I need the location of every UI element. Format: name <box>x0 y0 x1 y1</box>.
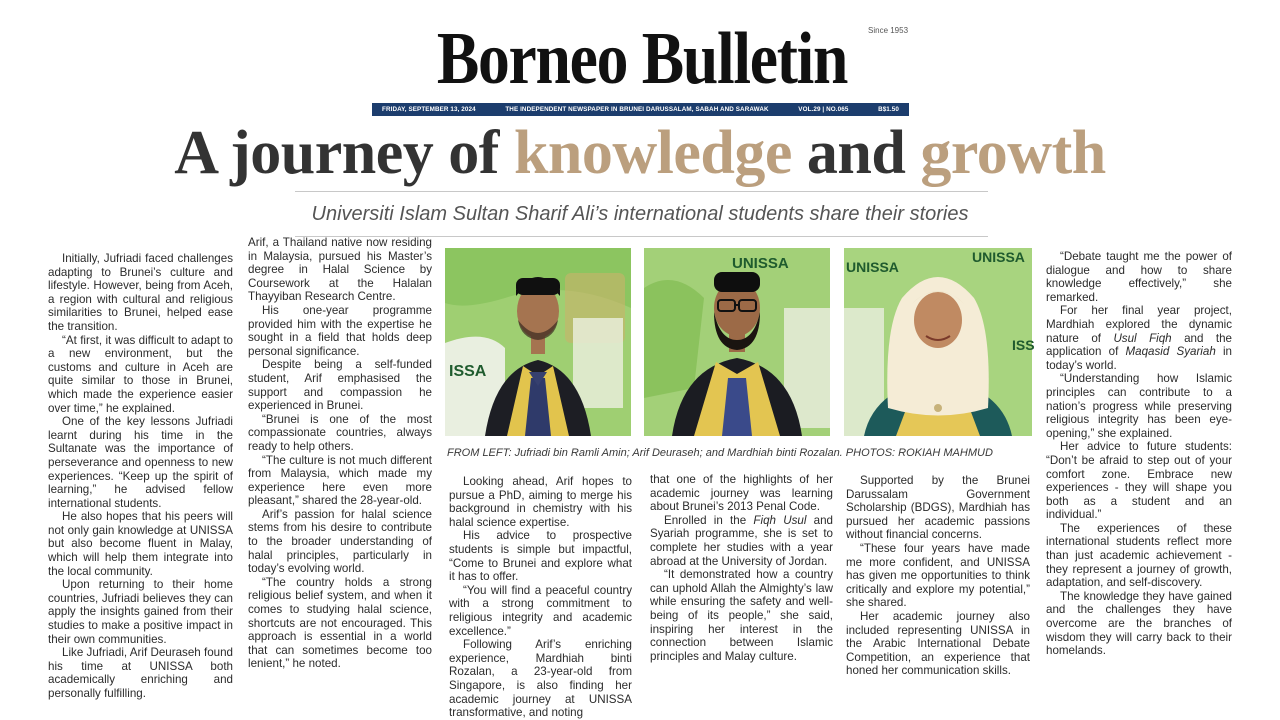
paragraph: “It demonstrated how a country can uphold Allah the Almighty’s law while ensuring the safety and well-being of its people,” she said, inspiring her interest in the connection between Islamic principles and Malay culture. <box>650 568 833 663</box>
photo-arif-illustration <box>644 248 830 436</box>
paragraph: “At first, it was difficult to adapt to a new environment, but the customs and culture in Aceh are quite similar to those in Brunei, which made the experience easier over time,” he explained. <box>48 333 233 415</box>
photo-jufriadi <box>445 248 631 436</box>
paragraph: His advice to prospective students is simple but impactful, “Come to Brunei and explore what it has to offer. <box>449 529 632 584</box>
price: B$1.50 <box>878 106 899 113</box>
headline-part: and <box>791 119 921 187</box>
paragraph: Initially, Jufriadi faced challenges adapting to Brunei’s culture and lifestyle. However, being from Aceh, a region with cultural and religious similarities to Brunei, helped ease the transition. <box>48 252 233 333</box>
masthead-tagline: THE INDEPENDENT NEWSPAPER IN BRUNEI DARUSSALAM, SABAH AND SARAWAK <box>505 106 769 113</box>
article-column-5 <box>846 474 1030 678</box>
paragraph: “These four years have made me more confident, and UNISSA has given me opportunities to think critically and explore my potential,” she shared. <box>846 541 1030 610</box>
italic-term: Usul Fiqh <box>1113 331 1172 345</box>
sign-text: ISS <box>1012 337 1035 353</box>
headline-accent: growth <box>920 119 1106 187</box>
headline-part: A journey of <box>174 119 514 187</box>
text-run: For her final year project, Mardhiah explored the dynamic nature of <box>1046 304 1232 345</box>
paragraph: One of the key lessons Jufriadi learnt during his time in the Sultanate was the importance of perseverance and openness to new experiences. “Keep up the spirit of learning,” he advised fellow international students. <box>48 415 233 510</box>
masthead-title: Borneo Bulletin <box>436 18 848 100</box>
paragraph: “The country holds a strong religious belief system, and when it comes to studying halal science, shortcuts are not encouraged. This approach is essential in a world that can sometimes become too lenient,” he noted. <box>248 575 432 671</box>
paragraph: The experiences of these international students reflect more than just academic achievement - they represent a journey of growth, adaptation, and self-discovery. <box>1046 521 1232 590</box>
paragraph: The knowledge they have gained and the challenges they have overcome are the branches of wisdom they will carry back to their homelands. <box>1046 589 1232 658</box>
italic-term: Maqasid Syariah <box>1125 345 1216 359</box>
paragraph: “Debate taught me the power of dialogue and how to share knowledge effectively,” she remarked. <box>1046 250 1232 304</box>
italic-term: Fiqh Usul <box>753 513 807 527</box>
paragraph: Upon returning to their home countries, Jufriadi believes they can apply the insights gained from their studies to make a positive impact in their own communities. <box>48 578 233 646</box>
since-label: Since 1953 <box>868 26 909 35</box>
article-column-1 <box>48 252 233 701</box>
paragraph <box>650 514 833 568</box>
paragraph: His one-year programme provided him with the expertise he sought in a field that holds deep personal significance. <box>248 303 432 358</box>
paragraph: Arif, a Thailand native now residing in Malaysia, pursued his Master’s degree in Halal Science by Coursework at the Halalan Thayyiban Research Centre. <box>248 236 432 304</box>
paragraph: Looking ahead, Arif hopes to pursue a PhD, aiming to merge his background in chemistry with his halal science expertise. <box>449 475 632 529</box>
paragraph: He also hopes that his peers will not only gain knowledge at UNISSA but also become fluent in Malay, which will help them integrate into the local community. <box>48 510 233 578</box>
article-column-2 <box>248 236 432 671</box>
photo-caption: FROM LEFT: Jufriadi bin Ramli Amin; Arif Deuraseh; and Mardhiah binti Rozalan. PHOTOS: ROKIAH MAHMUD <box>447 447 993 459</box>
sign-text: UNISSA <box>732 255 789 272</box>
headline <box>0 118 1280 188</box>
article-column-4 <box>650 473 833 663</box>
photo-jufriadi-illustration <box>445 248 631 436</box>
paragraph: “You will find a peaceful country with a strong commitment to religious integrity and academic excellence.” <box>449 583 632 638</box>
photo-mardhiah <box>844 248 1035 436</box>
sign-text: UNISSA <box>846 259 899 275</box>
paragraph: Supported by the Brunei Darussalam Government Scholarship (BDGS), Mardhiah has pursued her academic passions without financial concerns. <box>846 474 1030 542</box>
divider <box>295 191 988 192</box>
text-run: Enrolled in the <box>664 513 754 527</box>
paragraph <box>1046 304 1232 372</box>
sign-text: UNISSA <box>972 249 1025 265</box>
article-column-6 <box>1046 250 1232 658</box>
photo-arif <box>644 248 830 436</box>
paragraph: that one of the highlights of her academic journey was learning about Brunei’s 2013 Penal Code. <box>650 473 833 514</box>
masthead-info-bar <box>372 103 909 116</box>
text-run: in today’s world. <box>1046 345 1233 372</box>
issue-date: FRIDAY, SEPTEMBER 13, 2024 <box>382 106 476 113</box>
paragraph: “Brunei is one of the most compassionate countries, always ready to help others. <box>248 412 432 453</box>
paragraph: Despite being a self-funded student, Arif emphasised the support and compassion he experienced in Brunei. <box>248 358 432 413</box>
paragraph: Her advice to future students: “Don’t be afraid to step out of your comfort zone. Embrace new experiences - they will shape you both as a student and an individual.” <box>1046 440 1232 522</box>
article-column-3 <box>449 475 632 720</box>
text-run: and Syariah programme, she is set to complete her studies with a year abroad at the University of Jordan. <box>650 513 834 568</box>
paragraph: Her academic journey also included representing UNISSA in the Arabic International Debate Competition, an experience that honed her communication skills. <box>846 609 1030 678</box>
volume-number: VOL.29 | NO.065 <box>798 106 849 113</box>
subheadline: Universiti Islam Sultan Sharif Ali’s international students share their stories <box>311 203 969 225</box>
paragraph: Like Jufriadi, Arif Deuraseh found his time at UNISSA both academically enriching and personally fulfilling. <box>48 646 233 700</box>
headline-accent: knowledge <box>513 119 792 187</box>
paragraph: Following Arif’s enriching experience, Mardhiah binti Rozalan, a 23-year-old from Singapore, is also finding her academic journey at UNISSA transformative, and noting <box>449 638 632 720</box>
paragraph: “The culture is not much different from Malaysia, which made my experience here even more pleasant,” shared the 28-year-old. <box>248 453 432 508</box>
text-run: and the application of <box>1046 331 1232 359</box>
paragraph: “Understanding how Islamic principles can contribute to a nation’s progress while preserving religious integrity has been eye-opening,” she explained. <box>1046 372 1232 440</box>
paragraph: Arif’s passion for halal science stems from his desire to contribute to the broader understanding of halal principles, particularly in today’s evolving world. <box>248 507 432 576</box>
sign-text: ISSA <box>449 363 487 380</box>
photo-mardhiah-illustration <box>844 248 1035 436</box>
